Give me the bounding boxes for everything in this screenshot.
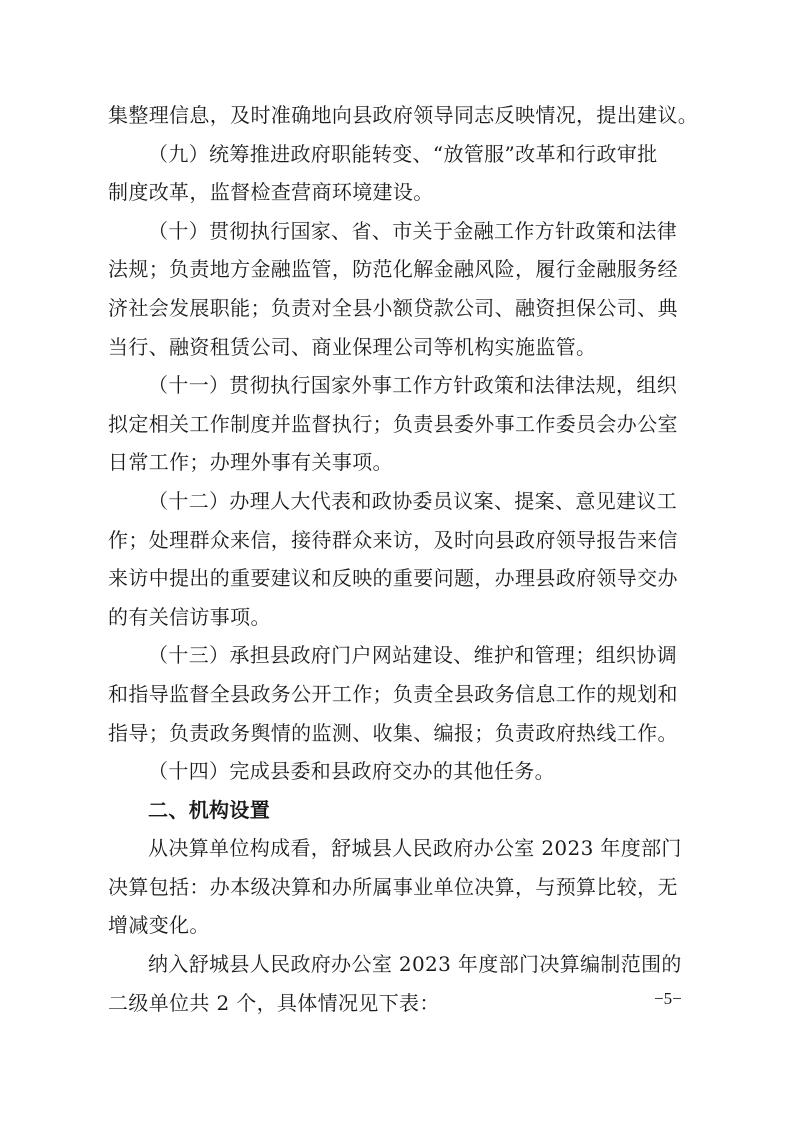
text-line-21: 决算包括：办本级决算和办所属事业单位决算，与预算比较，无 [108,874,678,899]
text-line-11: （十二）办理人大代表和政协委员议案、提案、意见建议工 [148,488,678,513]
text-line-4: （十）贯彻执行国家、省、市关于金融工作方针政策和法律 [148,218,678,243]
text-line-14: 的有关信访事项。 [108,604,271,629]
text-line-5: 法规；负责地方金融监管，防范化解金融风险，履行金融服务经 [108,257,678,282]
text-line-23: 纳入舒城县人民政府办公室 2023 年度部门决算编制范围的 [148,952,682,977]
text-line-18: （十四）完成县委和县政府交办的其他任务。 [148,759,555,784]
text-line-9: 拟定相关工作制度并监督执行；负责县委外事工作委员会办公室 [108,411,678,436]
text-line-12: 作；处理群众来信，接待群众来访，及时向县政府领导报告来信 [108,527,678,552]
text-line-7: 当行、融资租赁公司、商业保理公司等机构实施监管。 [108,334,597,359]
text-line-17: 指导；负责政务舆情的监测、收集、编报；负责政府热线工作。 [108,720,678,745]
text-line-22: 增减变化。 [108,913,210,938]
text-line-8: （十一）贯彻执行国家外事工作方针政策和法律法规，组织 [148,373,678,398]
text-line-6: 济社会发展职能；负责对全县小额贷款公司、融资担保公司、典 [108,295,678,320]
text-line-1: 集整理信息，及时准确地向县政府领导同志反映情况，提出建议。 [108,103,699,127]
text-line-3: 制度改革，监督检查营商环境建设。 [108,180,434,205]
page-number: −5− [654,989,682,1008]
text-line-20: 从决算单位构成看，舒城县人民政府办公室 2023 年度部门 [148,836,682,861]
text-line-13: 来访中提出的重要建议和反映的重要问题，办理县政府领导交办 [108,566,678,591]
document-page [108,96,699,1022]
text-line-10: 日常工作；办理外事有关事项。 [108,450,393,475]
text-line-16: 和指导监督全县政务公开工作；负责全县政务信息工作的规划和 [108,681,678,706]
text-line-2: （九）统筹推进政府职能转变、“放管服”改革和行政审批 [148,141,658,166]
text-line-15: （十三）承担县政府门户网站建设、维护和管理；组织协调 [148,643,678,668]
section-heading: 二、机构设置 [148,797,271,822]
text-line-24: 二级单位共 2 个，具体情况见下表： [108,990,440,1015]
